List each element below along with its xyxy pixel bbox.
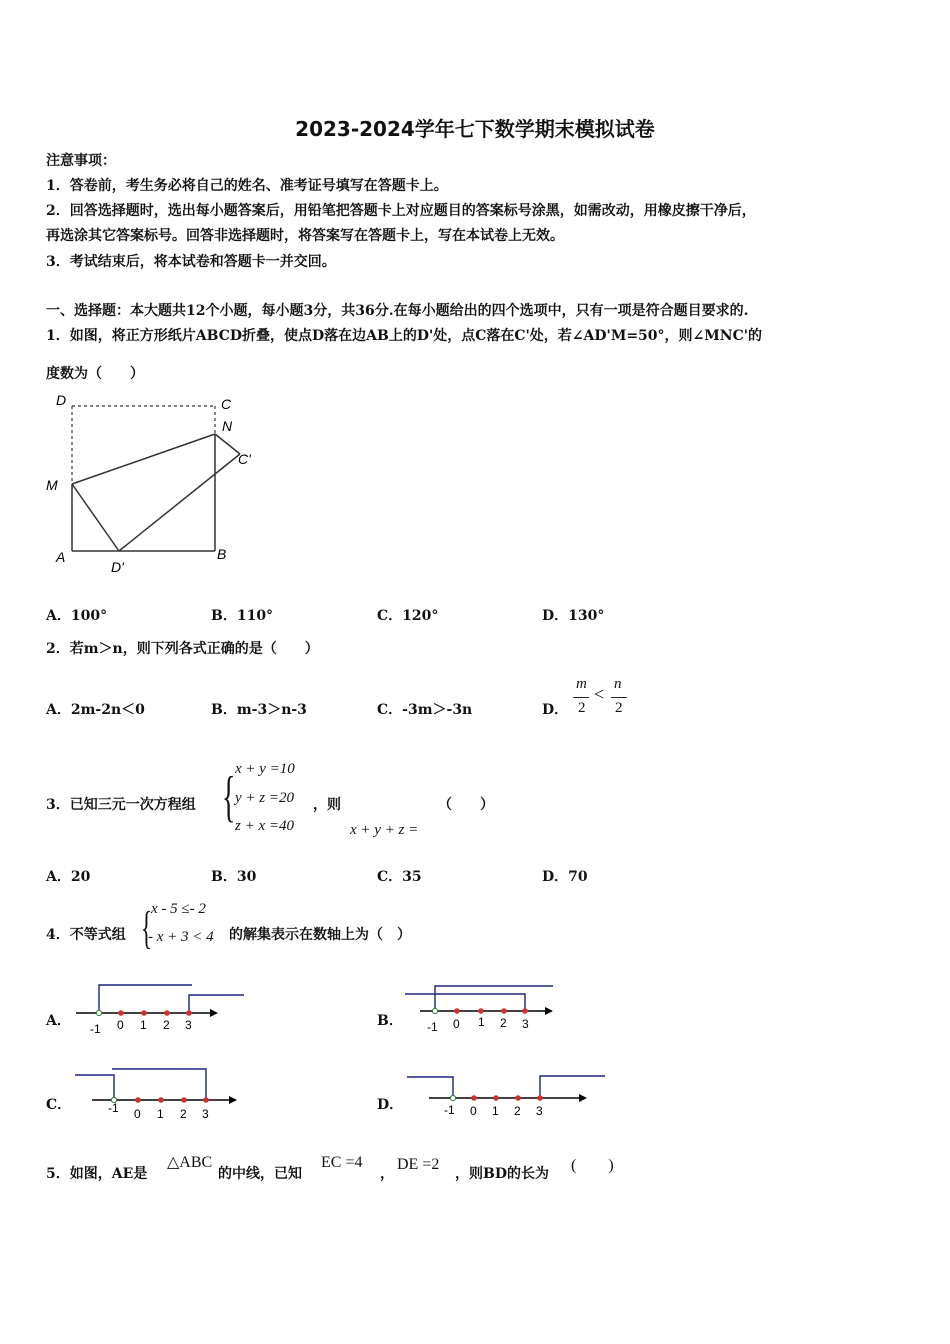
q3-sum-expression: x + y + z =: [350, 822, 419, 838]
q4-d-tick-0: 0: [470, 1104, 477, 1118]
q4-a-point-neg1: [96, 1010, 101, 1015]
q2-option-a[interactable]: A．2m-2n＜0: [46, 702, 145, 718]
q1-segment-cd: [119, 454, 240, 551]
q2-option-d-numerator-m: m: [576, 676, 587, 692]
notice-item-1: 1．答卷前，考生务必将自己的姓名、准考证号填写在答题卡上。: [46, 178, 448, 194]
q5-ec-value: EC =4: [321, 1154, 363, 1171]
q4-a-tick-3: 3: [185, 1018, 192, 1032]
q4-b-tick-2: 2: [500, 1016, 507, 1030]
q4-option-a[interactable]: A．: [46, 1013, 71, 1029]
q3-option-d[interactable]: D．70: [542, 869, 588, 885]
q3-stem: 3．已知三元一次方程组: [46, 797, 196, 813]
q1-label-m: M: [46, 477, 58, 493]
q5-triangle-abc: △ABC: [167, 1154, 213, 1171]
q4-a-point-3: [186, 1010, 192, 1016]
page-title: 2023-2024学年七下数学期末模拟试卷: [295, 117, 655, 141]
q5-comma: ，: [380, 1166, 394, 1182]
q4-d-point-3: [537, 1095, 543, 1101]
q4-d-tick-2: 2: [514, 1104, 521, 1118]
q4-b-point-2: [501, 1008, 507, 1014]
q2-option-d-less-than: <: [594, 684, 605, 704]
notice-heading: 注意事项：: [46, 153, 116, 169]
q2-option-d[interactable]: D．: [542, 702, 569, 718]
section-heading: 一、选择题：本大题共12个小题，每小题3分，共36分.在每小题给出的四个选项中，只有一项是符合题目要求的.: [46, 303, 749, 319]
q4-b-tick-0: 0: [453, 1017, 460, 1031]
q4-stem-prefix: 4．不等式组: [46, 927, 126, 943]
q4-c-point-3: [203, 1097, 209, 1103]
q4-d-tick-3: 3: [536, 1104, 543, 1118]
q5-stem-suffix: ，则BD的长为: [455, 1166, 549, 1182]
q4-b-point-neg1: [432, 1008, 437, 1013]
q4-d-solution-line-1: [407, 1077, 453, 1096]
q5-answer-paren: ( ): [571, 1157, 614, 1174]
q4-b-point-3: [522, 1008, 528, 1014]
q4-option-d[interactable]: D．: [377, 1097, 404, 1113]
q4-number-line-b[interactable]: [398, 978, 563, 1040]
q4-c-point-2: [181, 1097, 187, 1103]
q4-left-brace: {: [141, 902, 153, 953]
q3-option-c[interactable]: C．35: [377, 869, 422, 885]
q1-segment-md: [72, 484, 119, 551]
q1-label-c-prime: C': [238, 451, 251, 467]
q3-equation-1: x + y =10: [235, 761, 295, 777]
q3-equation-2: y + z =20: [235, 790, 294, 806]
q4-d-tick-1: 1: [492, 1104, 499, 1118]
q3-then: ，则: [313, 797, 341, 813]
q4-a-tick-1: 1: [140, 1018, 147, 1032]
q3-left-brace: {: [222, 766, 236, 828]
q4-c-tick-3: 3: [202, 1107, 209, 1121]
q4-b-tick-1: 1: [478, 1015, 485, 1029]
q3-equation-3: z + x =40: [235, 818, 294, 834]
q4-c-point-1: [158, 1097, 164, 1103]
q3-option-a[interactable]: A．20: [46, 869, 91, 885]
q4-c-axis-arrow: [229, 1096, 237, 1104]
q4-d-point-2: [515, 1095, 521, 1101]
q4-inequality-1: x - 5 ≤- 2: [151, 901, 206, 917]
q4-b-solution-line-2: [405, 994, 525, 1009]
q1-label-d: D: [56, 392, 67, 408]
q2-option-c[interactable]: C．-3m＞-3n: [377, 702, 473, 718]
q5-de-value: DE =2: [397, 1156, 440, 1173]
q4-a-tick-0: 0: [117, 1018, 124, 1032]
q4-b-point-0: [454, 1008, 460, 1014]
q4-d-point-1: [493, 1095, 499, 1101]
q1-label-c: C: [221, 396, 232, 412]
notice-item-2-line-1: 2．回答选择题时，选出每小题答案后，用铅笔把答题卡上对应题目的答案标号涂黑，如需改动，用橡皮擦干净后，: [46, 203, 756, 219]
q4-b-axis-arrow: [545, 1007, 553, 1015]
q4-inequality-2: - x + 3 < 4: [148, 929, 214, 945]
q2-option-b[interactable]: B．m-3＞n-3: [211, 702, 307, 718]
q1-option-b[interactable]: B．110°: [211, 608, 274, 624]
q5-stem-prefix: 5．如图，AE是: [46, 1166, 148, 1182]
notice-item-3: 3．考试结束后，将本试卷和答题卡一并交回。: [46, 254, 336, 270]
q4-a-solution-line-2: [189, 995, 244, 1011]
q4-a-solution-line-1: [99, 985, 192, 1011]
q4-stem-suffix: 的解集表示在数轴上为（ ）: [229, 927, 411, 943]
q1-figure: [40, 388, 270, 578]
notice-item-2-line-2: 再选涂其它答案标号。回答非选择题时，将答案写在答题卡上，写在本试卷上无效。: [46, 228, 564, 244]
q4-d-point-neg1: [450, 1095, 455, 1100]
q2-option-d-fraction-bar-2: [611, 697, 627, 698]
q4-c-point-0: [135, 1097, 141, 1103]
q5-stem-middle: 的中线，已知: [218, 1166, 302, 1182]
q4-b-solution-line-1: [435, 986, 553, 1009]
q4-c-tick-neg1: -1: [108, 1101, 119, 1115]
q4-c-solution-line-1: [75, 1075, 114, 1098]
q4-b-tick-neg1: -1: [427, 1020, 438, 1034]
q2-option-d-denominator-1: 2: [578, 700, 586, 716]
q1-segment-nc: [215, 434, 240, 454]
q2-option-d-fraction-bar-1: [573, 697, 589, 698]
q1-label-b: B: [217, 546, 227, 562]
q2-option-d-denominator-2: 2: [615, 700, 623, 716]
q3-option-b[interactable]: B．30: [211, 869, 257, 885]
q4-b-tick-3: 3: [522, 1017, 529, 1031]
q4-c-tick-1: 1: [157, 1107, 164, 1121]
q4-c-tick-0: 0: [134, 1107, 141, 1121]
q4-number-line-a[interactable]: [70, 978, 255, 1040]
q4-d-point-0: [471, 1095, 477, 1101]
q1-option-a[interactable]: A．100°: [46, 608, 108, 624]
q4-number-line-c[interactable]: [70, 1064, 250, 1126]
q1-option-d[interactable]: D．130°: [542, 608, 605, 624]
q2-option-d-numerator-n: n: [614, 676, 622, 692]
q1-crease-mn: [72, 434, 215, 484]
q4-d-axis-arrow: [579, 1094, 587, 1102]
q4-number-line-d[interactable]: [400, 1064, 610, 1126]
q4-d-tick-neg1: -1: [444, 1103, 455, 1117]
q4-a-axis-arrow: [210, 1009, 218, 1017]
q4-a-point-1: [141, 1010, 147, 1016]
q4-b-point-1: [478, 1008, 484, 1014]
q4-c-solution-line-2: [112, 1069, 206, 1098]
q1-stem-line-1: 1．如图，将正方形纸片ABCD折叠，使点D落在边AB上的D'处，点C落在C'处，若∠AD'M=50°，则∠MNC'的: [46, 328, 762, 344]
q3-answer-paren: （ ）: [438, 797, 494, 813]
q4-option-c[interactable]: C．: [46, 1097, 72, 1113]
q1-label-a: A: [56, 549, 66, 565]
q4-option-b[interactable]: B．: [377, 1013, 403, 1029]
q2-stem: 2．若m＞n，则下列各式正确的是（ ）: [46, 641, 319, 657]
q4-a-tick-2: 2: [163, 1018, 170, 1032]
q4-a-point-2: [164, 1010, 170, 1016]
q4-d-solution-line-2: [540, 1076, 605, 1096]
q1-stem-line-2: 度数为（ ）: [46, 366, 144, 382]
q1-option-c[interactable]: C．120°: [377, 608, 439, 624]
q1-label-d-prime: D': [111, 559, 124, 575]
q4-a-point-0: [118, 1010, 124, 1016]
q4-a-tick-neg1: -1: [90, 1022, 101, 1036]
q1-label-n: N: [222, 418, 233, 434]
q4-c-tick-2: 2: [180, 1107, 187, 1121]
